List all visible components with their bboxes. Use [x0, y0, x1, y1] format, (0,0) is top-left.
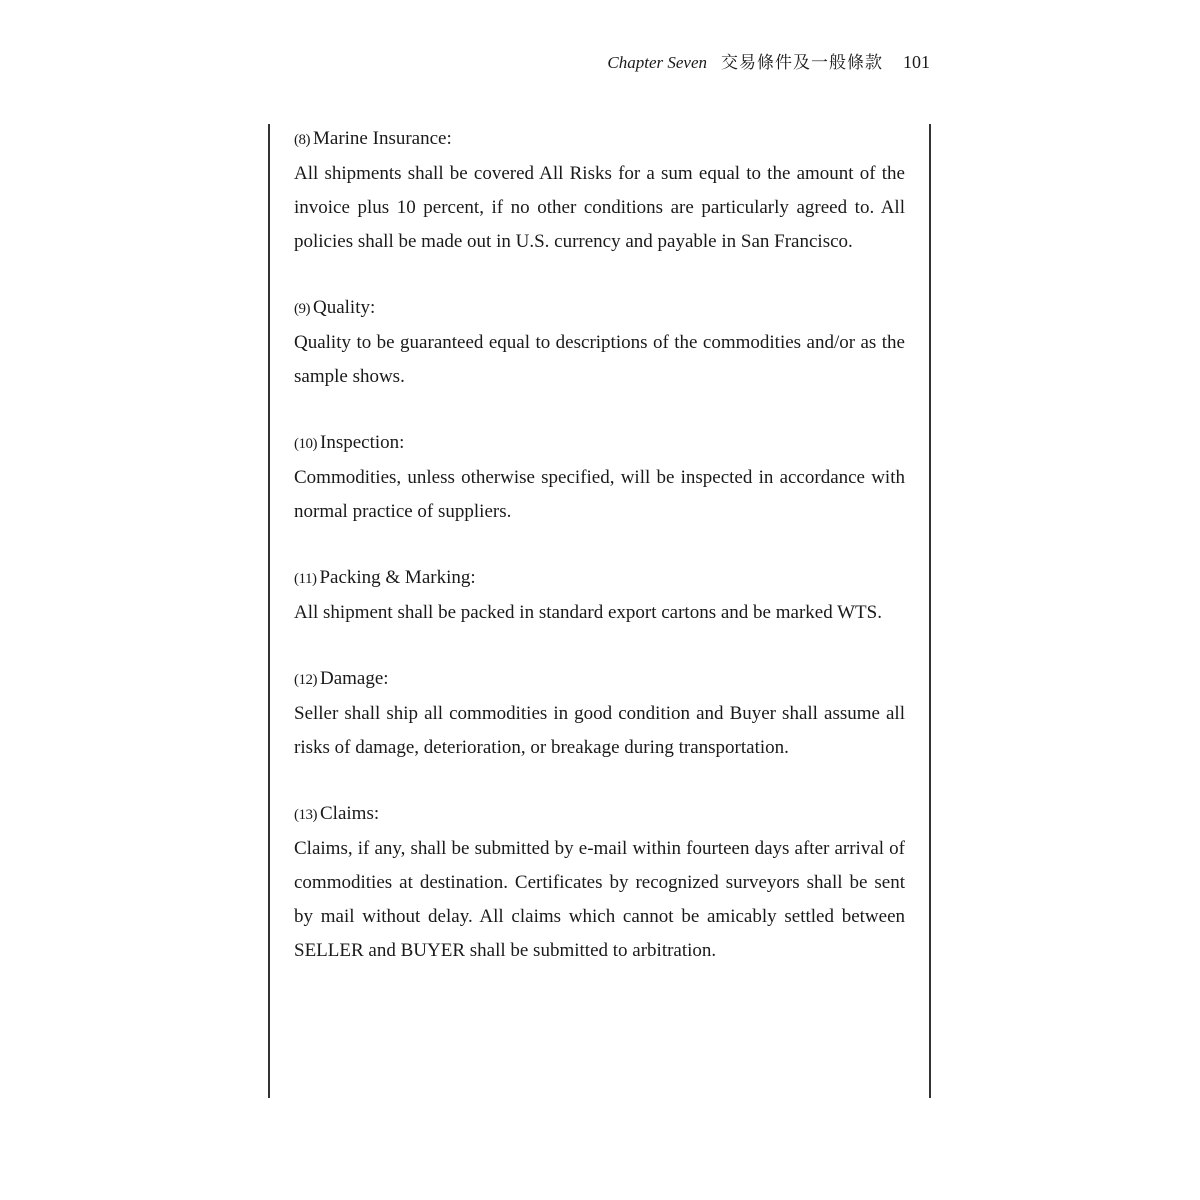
section-heading — [294, 662, 905, 697]
section-heading — [294, 561, 905, 596]
contract-terms-body — [294, 122, 905, 1000]
section-text: Seller shall ship all commodities in good condition and Buyer shall assume all risks of damage, deterioration, or breakage during transportation. — [294, 703, 905, 758]
section-title: Inspection: — [320, 432, 405, 453]
section-inspection — [294, 426, 905, 529]
section-heading — [294, 291, 905, 326]
section-text: Commodities, unless otherwise specified, will be inspected in accordance with normal practice of suppliers. — [294, 467, 905, 522]
right-margin-rule — [929, 124, 931, 1098]
chapter-label: Chapter Seven — [607, 53, 707, 72]
section-marine-insurance — [294, 122, 905, 259]
section-number: (10) — [294, 436, 317, 452]
section-text: All shipment shall be packed in standard export cartons and be marked WTS. — [294, 602, 882, 623]
section-title: Claims: — [320, 803, 380, 824]
section-title: Marine Insurance: — [313, 128, 452, 149]
page-number: 101 — [903, 52, 930, 72]
left-margin-rule — [268, 124, 270, 1098]
section-title: Damage: — [320, 668, 389, 689]
chapter-chinese-title: 交易條件及一般條款 — [721, 53, 883, 72]
section-quality — [294, 291, 905, 394]
section-claims — [294, 797, 905, 968]
section-number: (13) — [294, 807, 317, 823]
section-heading — [294, 122, 905, 157]
section-text: Quality to be guaranteed equal to descriptions of the commodities and/or as the sample shows. — [294, 332, 905, 387]
section-heading — [294, 426, 905, 461]
section-heading — [294, 797, 905, 832]
section-text: All shipments shall be covered All Risks for a sum equal to the amount of the invoice plus 10 percent, if no other conditions are particularly agreed to. All policies shall be made out in U.S. currency and payable in San Francisco. — [294, 163, 905, 252]
section-damage — [294, 662, 905, 765]
section-title: Quality: — [313, 297, 376, 318]
section-number: (9) — [294, 301, 310, 317]
running-header — [607, 48, 930, 73]
section-number: (8) — [294, 132, 310, 148]
section-number: (11) — [294, 571, 317, 587]
section-text: Claims, if any, shall be submitted by e-mail within fourteen days after arrival of commodities at destination. Certificates by recognized surveyors shall be sent by mail without delay. All claims which cannot be amicably settled between SELLER and BUYER shall be submitted to arbitration. — [294, 838, 905, 961]
section-packing-marking — [294, 561, 905, 630]
section-number: (12) — [294, 672, 317, 688]
section-title: Packing & Marking: — [319, 567, 476, 588]
